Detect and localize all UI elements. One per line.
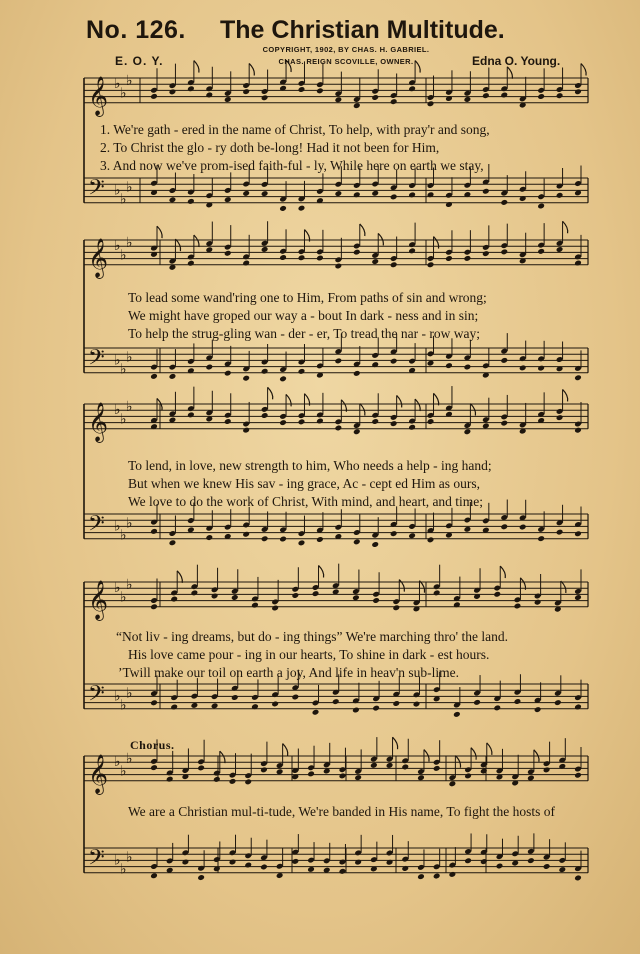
note-head [371, 190, 379, 197]
lyric-line: 3. And now we've prom-ised faith-ful - ly, While here on earth we stay, [100, 158, 484, 173]
treble-clef: 𝄞 [88, 75, 109, 116]
flat-sign: ♭ [126, 73, 133, 90]
note-head [558, 866, 566, 873]
flat-sign: ♭ [114, 688, 121, 705]
note-head [537, 365, 545, 372]
note-head [231, 594, 239, 601]
note-head [166, 776, 174, 783]
note-head [182, 859, 190, 866]
note-head [473, 699, 481, 706]
note-head [298, 540, 306, 547]
note-head [260, 864, 268, 871]
note-head [354, 774, 362, 781]
note-head [482, 92, 490, 99]
note-head [427, 536, 435, 543]
note-head [556, 92, 564, 99]
note-head [279, 419, 287, 426]
flat-sign: ♭ [120, 697, 127, 714]
note-head [242, 427, 250, 434]
bass-clef: 𝄢 [88, 511, 105, 542]
note-flag [177, 571, 182, 583]
note-head [372, 705, 380, 712]
flat-sign: ♭ [114, 754, 121, 771]
note-head [543, 863, 551, 870]
note-head [401, 865, 409, 872]
treble-clef: 𝄞 [88, 579, 109, 620]
note-head [353, 370, 361, 377]
note-head [292, 858, 300, 865]
flat-sign: ♭ [126, 179, 133, 196]
note-head [574, 875, 582, 882]
copyright-line-2: CHAS. REIGN SCOVILLE, OWNER. [278, 57, 414, 66]
note-head [352, 594, 360, 601]
note-head [408, 191, 416, 198]
note-head [316, 418, 324, 425]
note-flag [360, 224, 365, 236]
note-head [392, 700, 400, 707]
note-head [500, 420, 508, 427]
note-head [213, 776, 221, 783]
bass-clef: 𝄢 [88, 681, 105, 712]
note-head [408, 424, 416, 431]
flat-sign: ♭ [120, 247, 127, 264]
lyric-line: We might have groped our way a - bout In dark - ness and in sin; [128, 308, 479, 323]
flat-sign: ♭ [126, 577, 133, 594]
treble-clef: 𝄞 [88, 237, 109, 278]
note-head [150, 93, 158, 100]
note-head [242, 88, 250, 95]
note-head [335, 190, 343, 197]
note-head [261, 94, 269, 101]
note-head [433, 590, 441, 597]
note-head [390, 261, 398, 268]
note-head [500, 248, 508, 255]
note-flag [393, 737, 398, 749]
note-head [500, 357, 508, 364]
note-head [390, 420, 398, 427]
note-head [392, 604, 400, 611]
flat-sign: ♭ [126, 685, 133, 702]
flat-sign: ♭ [120, 861, 127, 878]
note-head [371, 418, 379, 425]
note-head [260, 766, 268, 773]
note-head [276, 768, 284, 775]
note-head [312, 590, 320, 597]
note-head [500, 523, 508, 530]
note-flag [360, 404, 365, 416]
note-head [390, 194, 398, 201]
note-head [556, 246, 564, 253]
flat-sign: ♭ [120, 361, 127, 378]
note-head [445, 362, 453, 369]
note-head [335, 425, 343, 432]
note-head [449, 871, 457, 878]
lyric-line: “Not liv - ing dreams, but do - ing things” We're marching thro' the land. [116, 629, 508, 644]
note-head [271, 701, 279, 708]
note-head [519, 365, 527, 372]
note-head [500, 199, 508, 206]
note-head [298, 205, 306, 212]
note-head [482, 188, 490, 195]
note-head [224, 370, 232, 377]
note-head [574, 260, 582, 267]
note-head [307, 771, 315, 778]
note-head [527, 857, 535, 864]
note-head [353, 428, 361, 435]
note-head [298, 254, 306, 261]
note-head [316, 255, 324, 262]
note-head [464, 364, 472, 371]
flat-sign: ♭ [126, 849, 133, 866]
note-head [187, 411, 195, 418]
note-head [224, 418, 232, 425]
note-head [339, 868, 347, 875]
copyright-line-1: COPYRIGHT, 1902, BY CHAS. H. GABRIEL. [262, 45, 430, 54]
lyric-line: ’Twill make our toil on earth a joy, And life in heav'n sub-lime. [118, 665, 460, 680]
note-head [298, 368, 306, 375]
note-flag [397, 395, 402, 407]
flat-sign: ♭ [120, 85, 127, 102]
note-flag [415, 61, 420, 73]
bass-clef: 𝄢 [88, 175, 105, 206]
treble-clef: 𝄞 [88, 753, 109, 794]
note-head [229, 778, 237, 785]
note-head [543, 767, 551, 774]
note-flag [286, 60, 291, 72]
note-head [229, 859, 237, 866]
note-head [316, 87, 324, 94]
note-head [519, 524, 527, 531]
lyric-line: But when we knew His sav - ing grace, Ac - cept ed Him as ours, [128, 476, 481, 491]
note-head [187, 260, 195, 267]
flat-sign: ♭ [126, 349, 133, 366]
note-head [390, 358, 398, 365]
flat-sign: ♭ [114, 238, 121, 255]
note-head [427, 261, 435, 268]
note-head [493, 705, 501, 712]
note-head [261, 535, 269, 542]
note-head [224, 196, 232, 203]
note-head [574, 427, 582, 434]
note-head [316, 536, 324, 543]
flat-sign: ♭ [126, 235, 133, 252]
note-head [339, 773, 347, 780]
note-flag [563, 389, 568, 401]
note-head [244, 778, 252, 785]
note-head [231, 694, 239, 701]
note-head [170, 596, 178, 603]
note-flag [157, 226, 162, 238]
hymn-title: The Christian Multitude. [220, 16, 505, 44]
note-head [205, 364, 213, 371]
note-head [261, 246, 269, 253]
note-head [537, 93, 545, 100]
note-head [464, 526, 472, 533]
note-head [433, 873, 441, 880]
note-flag [434, 237, 439, 249]
note-head [205, 92, 213, 99]
note-head [445, 255, 453, 262]
note-head [371, 541, 379, 548]
note-flag [415, 399, 420, 411]
flat-sign: ♭ [126, 515, 133, 532]
flat-sign: ♭ [114, 518, 121, 535]
note-head [205, 534, 213, 541]
note-head [279, 375, 287, 382]
note-head [372, 597, 380, 604]
note-flag [471, 748, 476, 760]
note-head [279, 254, 287, 261]
lyric-line: To help the strug-gling wan - der - er, To tread the nar - row way; [128, 326, 480, 341]
note-head [335, 96, 343, 103]
note-head [514, 603, 522, 610]
note-head [371, 94, 379, 101]
note-head [197, 765, 205, 772]
note-head [242, 375, 250, 382]
note-head [370, 762, 378, 769]
note-head [211, 703, 219, 710]
note-head [197, 874, 205, 881]
flat-sign: ♭ [114, 182, 121, 199]
note-head [556, 192, 564, 199]
note-head [150, 603, 158, 610]
note-flag [249, 63, 254, 75]
note-head [169, 539, 177, 546]
note-head [279, 536, 287, 543]
note-head [556, 414, 564, 421]
note-head [261, 368, 269, 375]
note-head [464, 857, 472, 864]
note-head [427, 418, 435, 425]
note-flag [399, 580, 404, 592]
note-head [279, 205, 287, 212]
flat-sign: ♭ [114, 852, 121, 869]
note-head [408, 85, 416, 92]
note-flag [470, 404, 475, 416]
note-head [335, 263, 343, 270]
lyric-line: 1. We're gath - ered in the name of Christ, To help, with pray'r and song, [100, 122, 490, 137]
note-head [150, 872, 158, 879]
note-head [417, 873, 425, 880]
note-head [514, 698, 522, 705]
note-head [271, 605, 279, 612]
note-head [298, 86, 306, 93]
flat-sign: ♭ [114, 352, 121, 369]
note-head [312, 709, 320, 716]
note-flag [487, 743, 492, 755]
note-head [464, 773, 472, 780]
note-head [390, 530, 398, 537]
note-head [554, 699, 562, 706]
flat-sign: ♭ [120, 763, 127, 780]
bass-clef: 𝄢 [88, 345, 105, 376]
author-name: Edna O. Young. [472, 54, 561, 68]
flat-sign: ♭ [114, 402, 121, 419]
note-flag [563, 221, 568, 233]
note-head [433, 765, 441, 772]
bass-clef: 𝄢 [88, 845, 105, 876]
note-head [187, 85, 195, 92]
note-head [556, 529, 564, 536]
note-flag [283, 744, 288, 756]
note-head [242, 190, 250, 197]
note-head [574, 374, 582, 381]
note-head [353, 538, 361, 545]
note-head [537, 248, 545, 255]
note-head [464, 428, 472, 435]
note-head [500, 92, 508, 99]
note-head [496, 863, 504, 870]
note-head [386, 762, 394, 769]
note-head [244, 862, 252, 869]
note-flag [455, 756, 460, 768]
note-head [150, 699, 158, 706]
note-head [408, 247, 416, 254]
flat-sign: ♭ [114, 580, 121, 597]
note-head [464, 255, 472, 262]
note-head [417, 774, 425, 781]
note-flag [561, 581, 566, 593]
note-head [335, 358, 343, 365]
note-flag [268, 387, 273, 399]
note-head [298, 418, 306, 425]
note-head [354, 859, 362, 866]
note-head [482, 250, 490, 257]
note-head [292, 694, 300, 701]
chorus-label: Chorus. [130, 738, 175, 752]
flat-sign: ♭ [114, 76, 121, 93]
flat-sign: ♭ [126, 399, 133, 416]
flat-sign: ♭ [120, 589, 127, 606]
note-head [261, 412, 269, 419]
note-head [169, 373, 177, 380]
note-head [261, 190, 269, 197]
note-head [150, 528, 158, 535]
flat-sign: ♭ [120, 411, 127, 428]
note-head [574, 594, 582, 601]
flat-sign: ♭ [126, 751, 133, 768]
note-head [292, 592, 300, 599]
note-head [169, 196, 177, 203]
note-head [169, 88, 177, 95]
lyric-line: To lead some wand'ring one to Him, From paths of sin and wrong; [128, 290, 487, 305]
note-head [150, 373, 158, 380]
note-flag [500, 566, 505, 578]
note-flag [319, 565, 324, 577]
note-flag [378, 233, 383, 245]
note-head [211, 593, 219, 600]
note-flag [507, 67, 512, 79]
note-flag [194, 235, 199, 247]
note-head [574, 530, 582, 537]
note-head [427, 100, 435, 107]
flat-sign: ♭ [120, 191, 127, 208]
note-head [537, 535, 545, 542]
lyric-line: 2. To Christ the glo - ry doth be-long! Had it not been for Him, [100, 140, 440, 155]
note-head [353, 249, 361, 256]
note-head [150, 764, 158, 771]
note-head [224, 96, 232, 103]
note-head [427, 191, 435, 198]
note-flag [175, 239, 180, 251]
note-head [191, 590, 199, 597]
lyric-line: We love to do the work of Christ, With mind, and heart, and time; [128, 494, 484, 509]
treble-clef: 𝄞 [88, 401, 109, 442]
hymn-number: No. 126. [86, 16, 186, 44]
flat-sign: ♭ [120, 527, 127, 544]
note-head [352, 707, 360, 714]
note-head [534, 599, 542, 606]
lyric-line: His love came pour - ing in our hearts, To shine in dark - est hours. [128, 647, 490, 662]
note-head [242, 260, 250, 267]
note-head [187, 198, 195, 205]
note-head [482, 423, 490, 430]
note-flag [581, 64, 586, 76]
note-head [242, 531, 250, 538]
note-head [574, 88, 582, 95]
lyric-line: To lend, in love, new strength to him, Who needs a help - ing hand; [128, 458, 492, 473]
note-flag [194, 61, 199, 73]
note-head [534, 706, 542, 713]
note-flag [286, 394, 291, 406]
note-head [371, 258, 379, 265]
note-head [390, 98, 398, 105]
composer-initials: E. O. Y. [115, 54, 164, 68]
note-head [401, 764, 409, 771]
note-head [449, 780, 457, 787]
note-head [170, 704, 178, 711]
chorus-lyric: We are a Christian mul-ti-tude, We're banded in His name, To fight the hosts of [128, 804, 555, 819]
note-head [453, 711, 461, 718]
note-flag [220, 751, 225, 763]
note-head [408, 532, 416, 539]
note-head [413, 701, 421, 708]
note-head [251, 602, 259, 609]
note-head [493, 591, 501, 598]
note-head [332, 698, 340, 705]
note-head [537, 203, 545, 210]
note-head [224, 250, 232, 257]
note-head [574, 772, 582, 779]
note-head [445, 201, 453, 208]
